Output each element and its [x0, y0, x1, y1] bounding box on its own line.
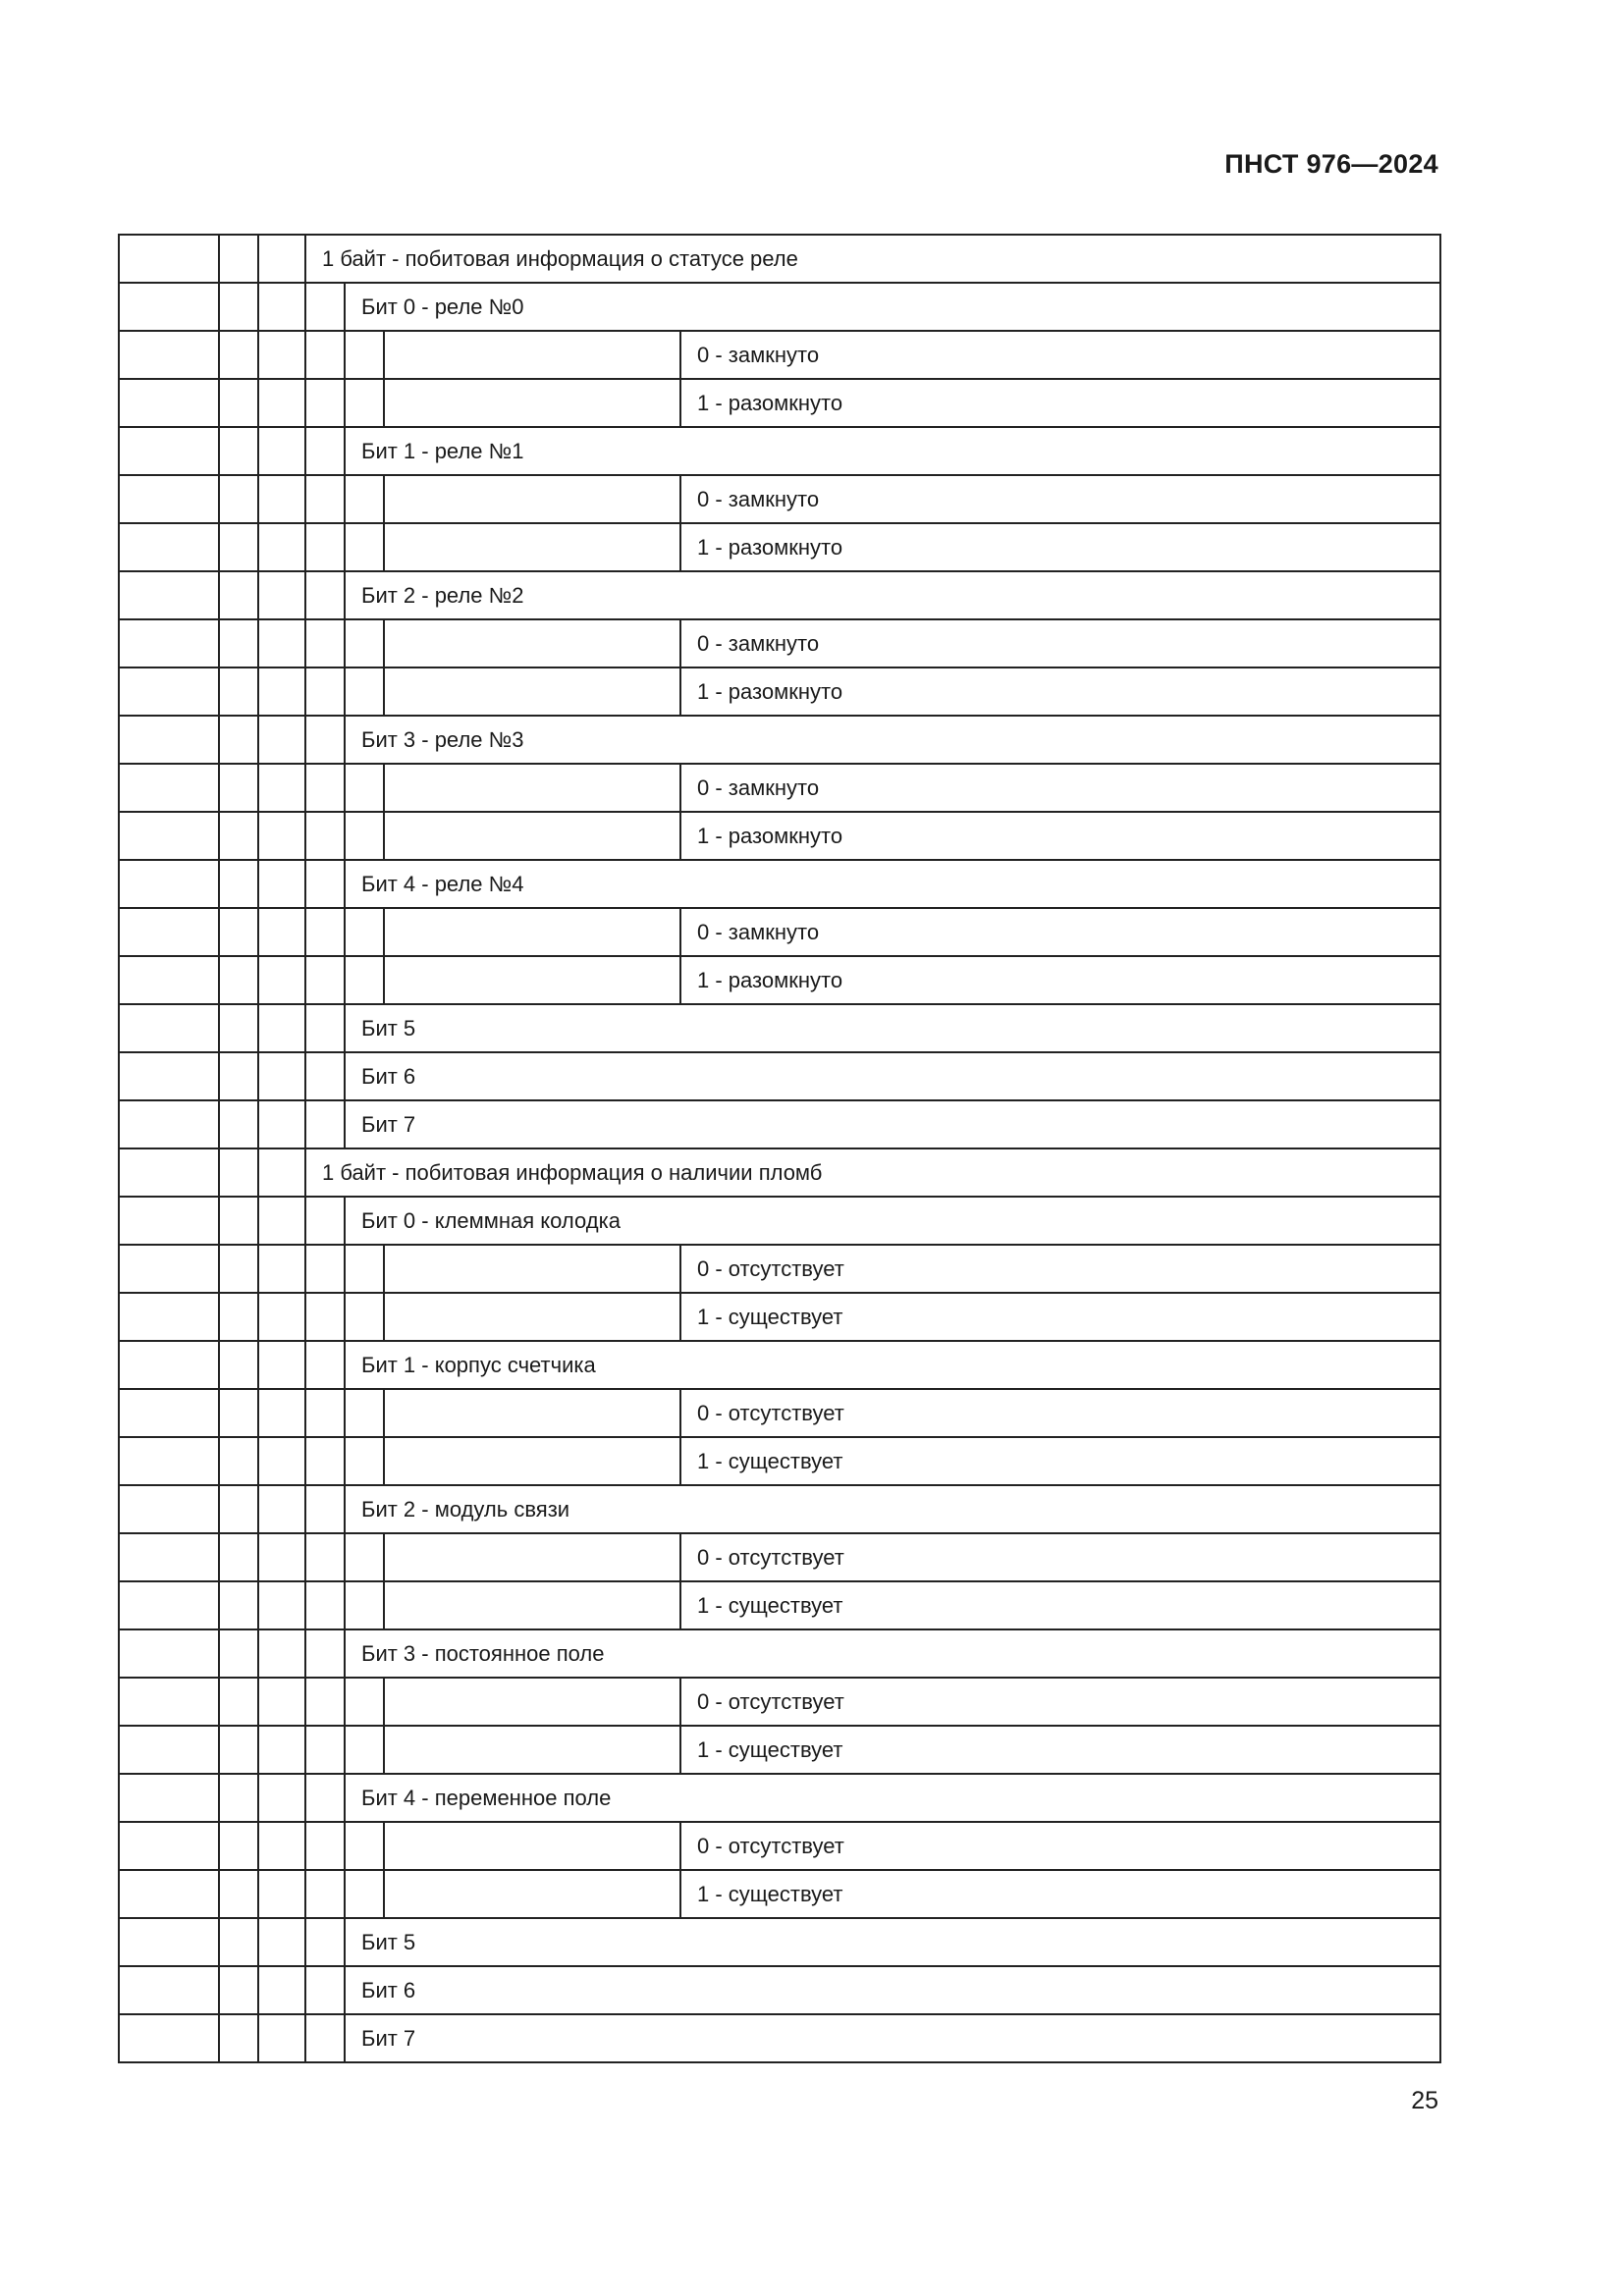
empty-cell: [305, 1004, 345, 1052]
empty-cell: [219, 956, 258, 1004]
empty-cell: [119, 1678, 219, 1726]
empty-cell: [305, 1100, 345, 1148]
bit-value: 1 - разомкнуто: [680, 812, 1440, 860]
empty-cell: [345, 764, 384, 812]
byte-description: 1 байт - побитовая информация о наличии пломб: [305, 1148, 1440, 1197]
empty-cell: [219, 1966, 258, 2014]
empty-cell: [305, 1485, 345, 1533]
empty-cell: [384, 475, 680, 523]
empty-cell: [219, 1197, 258, 1245]
empty-cell: [219, 1437, 258, 1485]
empty-cell: [258, 860, 305, 908]
empty-cell: [258, 1245, 305, 1293]
empty-cell: [119, 379, 219, 427]
empty-cell: [119, 523, 219, 571]
empty-cell: [345, 1822, 384, 1870]
empty-cell: [384, 379, 680, 427]
bit-description: Бит 5: [345, 1918, 1440, 1966]
empty-cell: [219, 1581, 258, 1629]
empty-cell: [305, 716, 345, 764]
empty-cell: [258, 1533, 305, 1581]
empty-cell: [219, 1100, 258, 1148]
empty-cell: [305, 860, 345, 908]
empty-cell: [384, 1678, 680, 1726]
table-row: [119, 571, 1440, 619]
empty-cell: [305, 667, 345, 716]
empty-cell: [119, 1437, 219, 1485]
table-row: [119, 235, 1440, 283]
empty-cell: [119, 1004, 219, 1052]
empty-cell: [305, 1822, 345, 1870]
empty-cell: [119, 764, 219, 812]
empty-cell: [219, 1870, 258, 1918]
empty-cell: [258, 1341, 305, 1389]
table-row: [119, 1726, 1440, 1774]
empty-cell: [345, 1245, 384, 1293]
table-row: [119, 1148, 1440, 1197]
empty-cell: [258, 1004, 305, 1052]
table-row: [119, 1100, 1440, 1148]
empty-cell: [119, 1245, 219, 1293]
table-row: [119, 860, 1440, 908]
empty-cell: [119, 1341, 219, 1389]
empty-cell: [258, 1052, 305, 1100]
empty-cell: [305, 956, 345, 1004]
empty-cell: [219, 860, 258, 908]
empty-cell: [345, 331, 384, 379]
empty-cell: [384, 956, 680, 1004]
table-row: [119, 812, 1440, 860]
empty-cell: [119, 1581, 219, 1629]
empty-cell: [258, 1629, 305, 1678]
empty-cell: [219, 331, 258, 379]
empty-cell: [345, 1293, 384, 1341]
empty-cell: [345, 379, 384, 427]
empty-cell: [119, 908, 219, 956]
bit-value: 1 - существует: [680, 1870, 1440, 1918]
bit-value: 1 - существует: [680, 1437, 1440, 1485]
empty-cell: [345, 667, 384, 716]
empty-cell: [384, 1822, 680, 1870]
empty-cell: [119, 1822, 219, 1870]
empty-cell: [119, 1774, 219, 1822]
empty-cell: [305, 1629, 345, 1678]
empty-cell: [119, 1052, 219, 1100]
empty-cell: [258, 1389, 305, 1437]
empty-cell: [258, 331, 305, 379]
table-row: [119, 1052, 1440, 1100]
bit-value: 1 - разомкнуто: [680, 379, 1440, 427]
table-row: [119, 619, 1440, 667]
empty-cell: [258, 283, 305, 331]
empty-cell: [305, 1293, 345, 1341]
empty-cell: [384, 1437, 680, 1485]
empty-cell: [219, 1148, 258, 1197]
bit-value: 1 - существует: [680, 1726, 1440, 1774]
table-row: [119, 475, 1440, 523]
empty-cell: [258, 1197, 305, 1245]
empty-cell: [219, 427, 258, 475]
table-row: [119, 1197, 1440, 1245]
empty-cell: [345, 1678, 384, 1726]
empty-cell: [219, 1004, 258, 1052]
empty-cell: [119, 331, 219, 379]
empty-cell: [345, 1726, 384, 1774]
empty-cell: [219, 2014, 258, 2062]
bit-value: 0 - замкнуто: [680, 331, 1440, 379]
empty-cell: [219, 1629, 258, 1678]
table-row: [119, 1966, 1440, 2014]
empty-cell: [258, 427, 305, 475]
table-row: [119, 1293, 1440, 1341]
empty-cell: [258, 2014, 305, 2062]
empty-cell: [119, 1533, 219, 1581]
empty-cell: [305, 427, 345, 475]
table-row: [119, 716, 1440, 764]
table-row: [119, 956, 1440, 1004]
bit-value: 0 - отсутствует: [680, 1245, 1440, 1293]
table-row: [119, 1581, 1440, 1629]
empty-cell: [384, 619, 680, 667]
empty-cell: [384, 523, 680, 571]
empty-cell: [119, 1966, 219, 2014]
table-row: [119, 1629, 1440, 1678]
empty-cell: [345, 475, 384, 523]
empty-cell: [258, 1918, 305, 1966]
table-row: [119, 283, 1440, 331]
empty-cell: [219, 1389, 258, 1437]
byte-description: 1 байт - побитовая информация о статусе реле: [305, 235, 1440, 283]
empty-cell: [384, 1726, 680, 1774]
bit-description: Бит 1 - корпус счетчика: [345, 1341, 1440, 1389]
empty-cell: [258, 1293, 305, 1341]
empty-cell: [258, 1774, 305, 1822]
empty-cell: [219, 1533, 258, 1581]
empty-cell: [119, 1918, 219, 1966]
document-code: ПНСТ 976—2024: [1224, 149, 1438, 179]
empty-cell: [219, 571, 258, 619]
empty-cell: [219, 1293, 258, 1341]
empty-cell: [219, 1774, 258, 1822]
empty-cell: [384, 1293, 680, 1341]
empty-cell: [219, 1726, 258, 1774]
empty-cell: [305, 764, 345, 812]
empty-cell: [305, 571, 345, 619]
empty-cell: [119, 1726, 219, 1774]
empty-cell: [384, 908, 680, 956]
bit-description: Бит 4 - переменное поле: [345, 1774, 1440, 1822]
empty-cell: [305, 1966, 345, 2014]
empty-cell: [345, 523, 384, 571]
empty-cell: [219, 1341, 258, 1389]
empty-cell: [258, 908, 305, 956]
bit-description: Бит 2 - модуль связи: [345, 1485, 1440, 1533]
empty-cell: [258, 1148, 305, 1197]
empty-cell: [219, 235, 258, 283]
empty-cell: [219, 283, 258, 331]
empty-cell: [119, 1148, 219, 1197]
empty-cell: [119, 956, 219, 1004]
empty-cell: [258, 619, 305, 667]
bit-value: 0 - отсутствует: [680, 1678, 1440, 1726]
empty-cell: [219, 1245, 258, 1293]
bit-table: [118, 234, 1441, 2063]
empty-cell: [305, 1726, 345, 1774]
bit-value: 1 - разомкнуто: [680, 956, 1440, 1004]
empty-cell: [119, 427, 219, 475]
bit-description: Бит 5: [345, 1004, 1440, 1052]
empty-cell: [119, 2014, 219, 2062]
empty-cell: [305, 1918, 345, 1966]
empty-cell: [305, 1533, 345, 1581]
empty-cell: [384, 1581, 680, 1629]
empty-cell: [305, 475, 345, 523]
empty-cell: [345, 1389, 384, 1437]
table-row: [119, 1918, 1440, 1966]
bit-description: Бит 3 - реле №3: [345, 716, 1440, 764]
table-row: [119, 331, 1440, 379]
table-row: [119, 427, 1440, 475]
empty-cell: [119, 860, 219, 908]
bit-value: 1 - разомкнуто: [680, 667, 1440, 716]
table-row: [119, 1485, 1440, 1533]
empty-cell: [384, 1870, 680, 1918]
empty-cell: [219, 619, 258, 667]
bit-value: 1 - существует: [680, 1293, 1440, 1341]
empty-cell: [305, 1774, 345, 1822]
empty-cell: [345, 1533, 384, 1581]
bit-description: Бит 4 - реле №4: [345, 860, 1440, 908]
empty-cell: [219, 716, 258, 764]
table-row: [119, 379, 1440, 427]
empty-cell: [305, 379, 345, 427]
empty-cell: [345, 1437, 384, 1485]
empty-cell: [219, 908, 258, 956]
empty-cell: [258, 812, 305, 860]
empty-cell: [345, 908, 384, 956]
empty-cell: [305, 1870, 345, 1918]
table-row: [119, 1389, 1440, 1437]
empty-cell: [345, 1870, 384, 1918]
empty-cell: [345, 812, 384, 860]
bit-value: 0 - отсутствует: [680, 1533, 1440, 1581]
empty-cell: [384, 1245, 680, 1293]
empty-cell: [258, 235, 305, 283]
empty-cell: [305, 1197, 345, 1245]
empty-cell: [219, 475, 258, 523]
empty-cell: [119, 283, 219, 331]
table-row: [119, 1004, 1440, 1052]
table-row: [119, 908, 1440, 956]
bit-description: Бит 6: [345, 1052, 1440, 1100]
empty-cell: [219, 1052, 258, 1100]
empty-cell: [305, 1245, 345, 1293]
empty-cell: [258, 523, 305, 571]
empty-cell: [258, 1870, 305, 1918]
empty-cell: [258, 1581, 305, 1629]
bit-description: Бит 6: [345, 1966, 1440, 2014]
empty-cell: [305, 331, 345, 379]
empty-cell: [119, 667, 219, 716]
empty-cell: [119, 1389, 219, 1437]
table-row: [119, 1437, 1440, 1485]
empty-cell: [119, 619, 219, 667]
table-row: [119, 764, 1440, 812]
bit-value: 1 - существует: [680, 1581, 1440, 1629]
empty-cell: [119, 1293, 219, 1341]
bit-value: 0 - замкнуто: [680, 619, 1440, 667]
empty-cell: [219, 1822, 258, 1870]
empty-cell: [305, 283, 345, 331]
empty-cell: [258, 1437, 305, 1485]
empty-cell: [219, 379, 258, 427]
table-row: [119, 1870, 1440, 1918]
empty-cell: [119, 1197, 219, 1245]
empty-cell: [258, 1678, 305, 1726]
bit-description: Бит 2 - реле №2: [345, 571, 1440, 619]
empty-cell: [305, 1052, 345, 1100]
empty-cell: [258, 379, 305, 427]
bit-value: 0 - замкнуто: [680, 475, 1440, 523]
empty-cell: [119, 235, 219, 283]
bit-value: 0 - замкнуто: [680, 908, 1440, 956]
empty-cell: [119, 812, 219, 860]
empty-cell: [258, 956, 305, 1004]
empty-cell: [258, 667, 305, 716]
empty-cell: [305, 619, 345, 667]
empty-cell: [345, 1581, 384, 1629]
bit-description: Бит 0 - клеммная колодка: [345, 1197, 1440, 1245]
empty-cell: [384, 812, 680, 860]
bit-description: Бит 0 - реле №0: [345, 283, 1440, 331]
page-number: 25: [1411, 2087, 1438, 2114]
empty-cell: [384, 1389, 680, 1437]
bit-description: Бит 1 - реле №1: [345, 427, 1440, 475]
bit-description: Бит 7: [345, 2014, 1440, 2062]
bit-value: 0 - отсутствует: [680, 1822, 1440, 1870]
empty-cell: [384, 1533, 680, 1581]
table-row: [119, 523, 1440, 571]
empty-cell: [345, 956, 384, 1004]
empty-cell: [384, 667, 680, 716]
empty-cell: [384, 331, 680, 379]
empty-cell: [119, 1870, 219, 1918]
empty-cell: [305, 1389, 345, 1437]
empty-cell: [119, 475, 219, 523]
empty-cell: [258, 1726, 305, 1774]
table-row: [119, 1245, 1440, 1293]
empty-cell: [219, 667, 258, 716]
empty-cell: [258, 716, 305, 764]
empty-cell: [219, 1918, 258, 1966]
empty-cell: [258, 571, 305, 619]
empty-cell: [219, 764, 258, 812]
empty-cell: [119, 571, 219, 619]
table-row: [119, 2014, 1440, 2062]
empty-cell: [219, 523, 258, 571]
empty-cell: [305, 1678, 345, 1726]
empty-cell: [119, 1485, 219, 1533]
empty-cell: [219, 1485, 258, 1533]
bit-value: 0 - замкнуто: [680, 764, 1440, 812]
empty-cell: [345, 619, 384, 667]
table-row: [119, 1341, 1440, 1389]
bit-value: 0 - отсутствует: [680, 1389, 1440, 1437]
empty-cell: [258, 475, 305, 523]
table-row: [119, 1678, 1440, 1726]
empty-cell: [119, 1629, 219, 1678]
table-row: [119, 1822, 1440, 1870]
empty-cell: [258, 1822, 305, 1870]
empty-cell: [305, 523, 345, 571]
empty-cell: [258, 1966, 305, 2014]
bit-value: 1 - разомкнуто: [680, 523, 1440, 571]
empty-cell: [119, 716, 219, 764]
empty-cell: [258, 1485, 305, 1533]
table-row: [119, 1533, 1440, 1581]
empty-cell: [305, 1341, 345, 1389]
empty-cell: [305, 908, 345, 956]
empty-cell: [305, 1437, 345, 1485]
empty-cell: [258, 1100, 305, 1148]
empty-cell: [119, 1100, 219, 1148]
bit-description: Бит 3 - постоянное поле: [345, 1629, 1440, 1678]
empty-cell: [384, 764, 680, 812]
empty-cell: [305, 812, 345, 860]
table-row: [119, 667, 1440, 716]
bit-description: Бит 7: [345, 1100, 1440, 1148]
empty-cell: [219, 1678, 258, 1726]
empty-cell: [305, 2014, 345, 2062]
empty-cell: [258, 764, 305, 812]
table-row: [119, 1774, 1440, 1822]
empty-cell: [305, 1581, 345, 1629]
empty-cell: [219, 812, 258, 860]
